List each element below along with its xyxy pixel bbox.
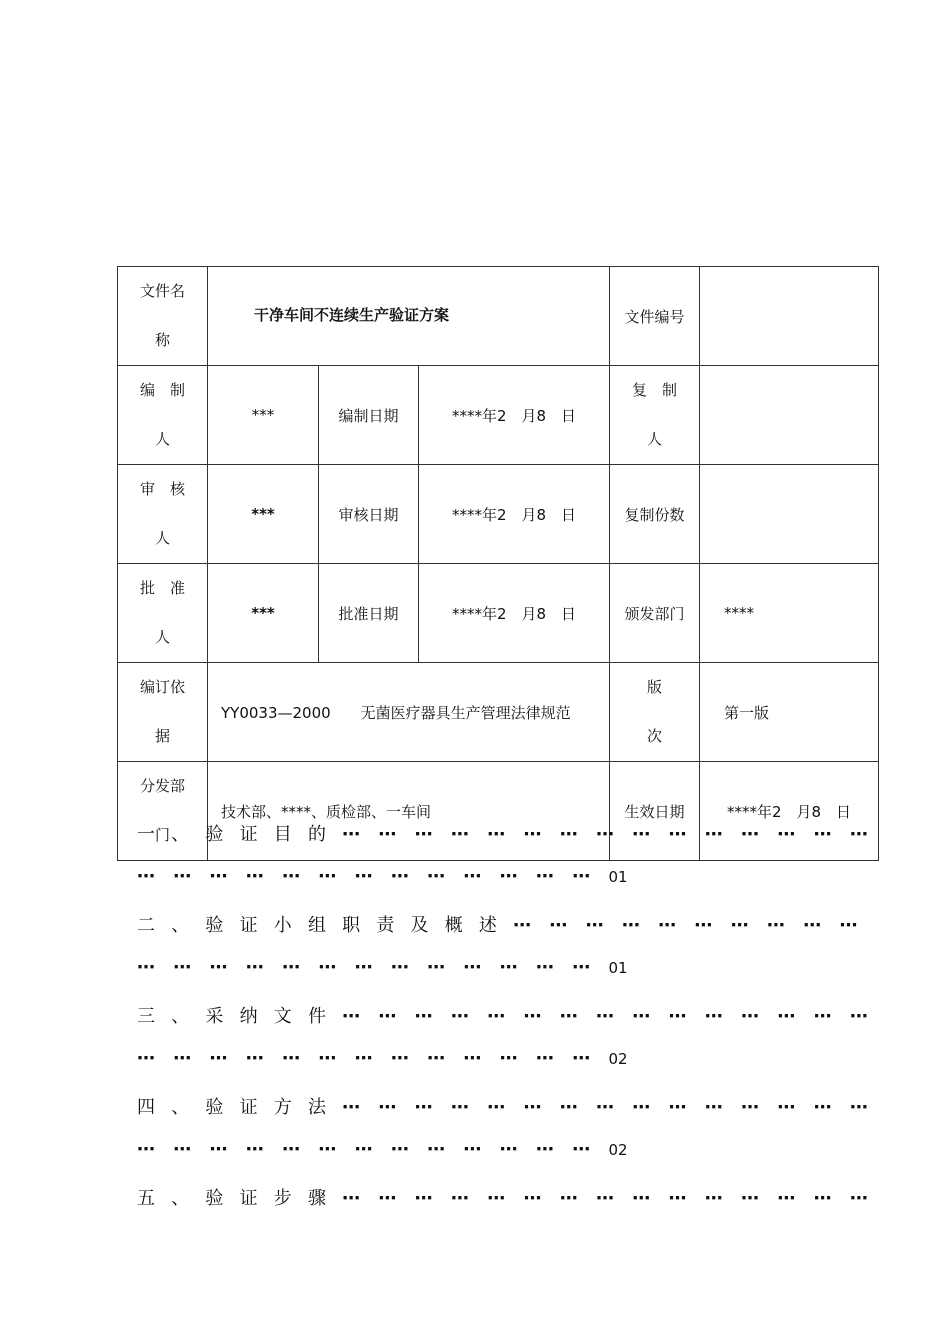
toc-entry-continuation bbox=[137, 1048, 628, 1078]
toc-entry-heading[interactable] bbox=[137, 1002, 874, 1032]
toc-entry-heading[interactable] bbox=[137, 911, 863, 941]
toc-entry-heading[interactable] bbox=[137, 1093, 874, 1123]
toc-leader-dots: ⋯ ⋯ ⋯ ⋯ ⋯ ⋯ ⋯ ⋯ ⋯ ⋯ ⋯ ⋯ ⋯ bbox=[137, 957, 609, 978]
toc-page-number: 02 bbox=[608, 1050, 628, 1068]
table-row bbox=[118, 366, 879, 465]
issuing-dept-label: 颁发部门 bbox=[610, 564, 700, 663]
copies-label: 复制份数 bbox=[610, 465, 700, 564]
author-label: 编 制 人 bbox=[118, 366, 208, 465]
toc-heading-text: 三 、 采 纳 文 件 bbox=[137, 1006, 326, 1027]
approval-date-label: 批准日期 bbox=[319, 564, 419, 663]
version-label: 版 次 bbox=[610, 663, 700, 762]
copier-value bbox=[700, 366, 879, 465]
effective-date-label: 生效日期 bbox=[610, 762, 700, 861]
review-date: ****年2 月8 日 bbox=[419, 465, 610, 564]
document-cover-table bbox=[117, 266, 879, 861]
toc-page-number: 01 bbox=[608, 868, 628, 886]
author-date: ****年2 月8 日 bbox=[419, 366, 610, 465]
doc-number-value bbox=[700, 267, 879, 366]
table-row bbox=[118, 267, 879, 366]
copier-label: 复 制 人 bbox=[610, 366, 700, 465]
issuing-dept-value: **** bbox=[700, 564, 879, 663]
table-row bbox=[118, 465, 879, 564]
review-date-label: 审核日期 bbox=[319, 465, 419, 564]
toc-leader-dots: ⋯ ⋯ ⋯ ⋯ ⋯ ⋯ ⋯ ⋯ ⋯ ⋯ ⋯ ⋯ ⋯ ⋯ ⋯ bbox=[342, 1097, 874, 1118]
author-name: *** bbox=[208, 366, 319, 465]
toc-leader-dots: ⋯ ⋯ ⋯ ⋯ ⋯ ⋯ ⋯ ⋯ ⋯ ⋯ ⋯ ⋯ ⋯ ⋯ ⋯ bbox=[342, 1006, 874, 1027]
document-title: 干净车间不连续生产验证方案 bbox=[208, 267, 610, 366]
toc-entry-continuation bbox=[137, 866, 628, 896]
toc-leader-dots: ⋯ ⋯ ⋯ ⋯ ⋯ ⋯ ⋯ ⋯ ⋯ ⋯ ⋯ ⋯ ⋯ bbox=[137, 1139, 609, 1160]
toc-leader-dots: ⋯ ⋯ ⋯ ⋯ ⋯ ⋯ ⋯ ⋯ ⋯ ⋯ ⋯ ⋯ ⋯ bbox=[137, 1048, 609, 1069]
toc-leader-dots: ⋯ ⋯ ⋯ ⋯ ⋯ ⋯ ⋯ ⋯ ⋯ ⋯ ⋯ ⋯ ⋯ ⋯ ⋯ bbox=[342, 824, 874, 845]
file-name-label: 文件名 称 bbox=[118, 267, 208, 366]
reviewer-name: *** bbox=[208, 465, 319, 564]
toc-heading-text: 四 、 验 证 方 法 bbox=[137, 1097, 326, 1118]
toc-leader-dots: ⋯ ⋯ ⋯ ⋯ ⋯ ⋯ ⋯ ⋯ ⋯ ⋯ bbox=[513, 915, 864, 936]
basis-label: 编订依 据 bbox=[118, 663, 208, 762]
reviewer-label: 审 核 人 bbox=[118, 465, 208, 564]
approver-label: 批 准 人 bbox=[118, 564, 208, 663]
basis-value: YY0033—2000 无菌医疗器具生产管理法律规范 bbox=[208, 663, 610, 762]
version-value: 第一版 bbox=[700, 663, 879, 762]
toc-leader-dots: ⋯ ⋯ ⋯ ⋯ ⋯ ⋯ ⋯ ⋯ ⋯ ⋯ ⋯ ⋯ ⋯ ⋯ ⋯ bbox=[342, 1188, 874, 1209]
toc-page-number: 02 bbox=[608, 1141, 628, 1159]
table-row bbox=[118, 663, 879, 762]
toc-heading-text: 一 、 验 证 目 的 bbox=[137, 824, 326, 845]
approval-date: ****年2 月8 日 bbox=[419, 564, 610, 663]
toc-entry-heading[interactable] bbox=[137, 1184, 874, 1214]
author-date-label: 编制日期 bbox=[319, 366, 419, 465]
toc-page-number: 01 bbox=[608, 959, 628, 977]
table-row bbox=[118, 564, 879, 663]
doc-number-label: 文件编号 bbox=[610, 267, 700, 366]
toc-heading-text: 五 、 验 证 步 骤 bbox=[137, 1188, 326, 1209]
toc-leader-dots: ⋯ ⋯ ⋯ ⋯ ⋯ ⋯ ⋯ ⋯ ⋯ ⋯ ⋯ ⋯ ⋯ bbox=[137, 866, 609, 887]
copies-value bbox=[700, 465, 879, 564]
toc-heading-text: 二 、 验 证 小 组 职 责 及 概 述 bbox=[137, 915, 497, 936]
toc-entry-heading[interactable] bbox=[137, 820, 874, 850]
distribution-value: 技术部、****、质检部、一车间 bbox=[208, 762, 610, 861]
effective-date: ****年2 月8 日 bbox=[700, 762, 879, 861]
toc-entry-continuation bbox=[137, 1139, 628, 1169]
distribution-label: 分发部 门 bbox=[118, 762, 208, 861]
approver-name: *** bbox=[208, 564, 319, 663]
toc-entry-continuation bbox=[137, 957, 628, 987]
